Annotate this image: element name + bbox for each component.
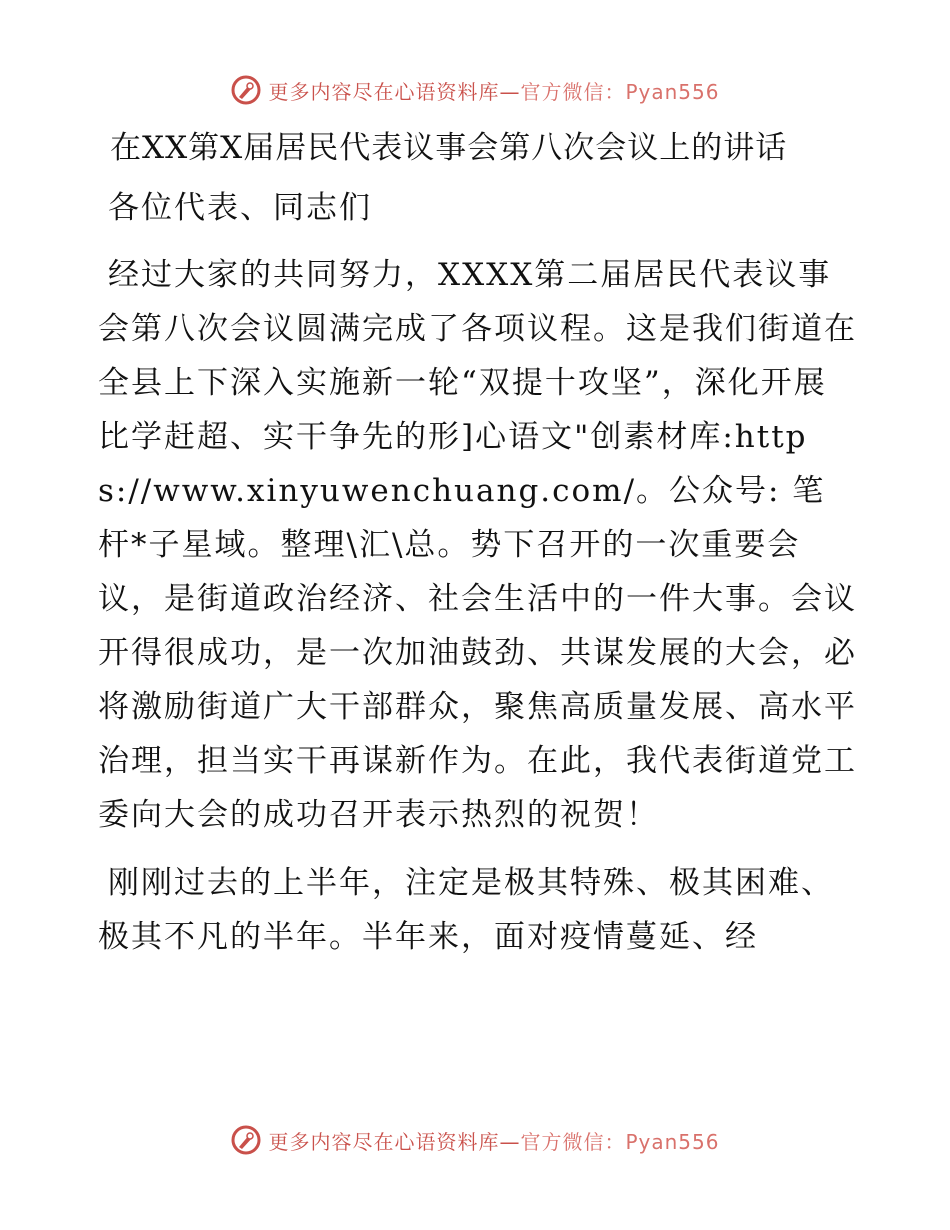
greeting: 各位代表、同志们	[108, 190, 372, 226]
watermark-banner-bottom	[0, 1120, 950, 1160]
paragraph-1: 经过大家的共同努力，XXXX第二届居民代表议事会第八次会议圆满完成了各项议程。这是我们街道在全县上下深入实施新一轮“双提十攻坚”，深化开展比学赶超、实干争先的形]心语文"创素材库:https://www.xinyuwenchuang.com/。公众号: 笔杆*子星域。整理\汇\总。势下召开的一次重要会议，是街道政治经济、社会生活中的一件大事。会议开得很成功，是一次加油鼓劲、共谋发展的大会，必将激励街道广大干部群众，聚焦高质量发展、高水平治理，担当实干再谋新作为。在此，我代表街道党工委向大会的成功召开表示热烈的祝贺！	[98, 257, 857, 833]
pen-circle-logo-icon	[230, 74, 262, 106]
watermark-wechat-text: 官方微信：Pyan556	[520, 79, 720, 104]
watermark-main-text: 更多内容尽在心语资料库—	[268, 79, 521, 104]
watermark-text	[268, 1126, 719, 1155]
pen-circle-logo-icon	[230, 1124, 262, 1156]
watermark-banner-top	[0, 70, 950, 110]
paragraph-2: 刚刚过去的上半年，注定是极其特殊、极其困难、极其不凡的半年。半年来，面对疫情蔓延、经	[98, 865, 834, 955]
document-title: 在XX第X届居民代表议事会第八次会议上的讲话	[110, 130, 788, 166]
watermark-main-text: 更多内容尽在心语资料库—	[268, 1129, 521, 1154]
watermark-wechat-text: 官方微信：Pyan556	[520, 1129, 720, 1154]
document-body	[98, 122, 858, 978]
watermark-text	[268, 76, 719, 105]
